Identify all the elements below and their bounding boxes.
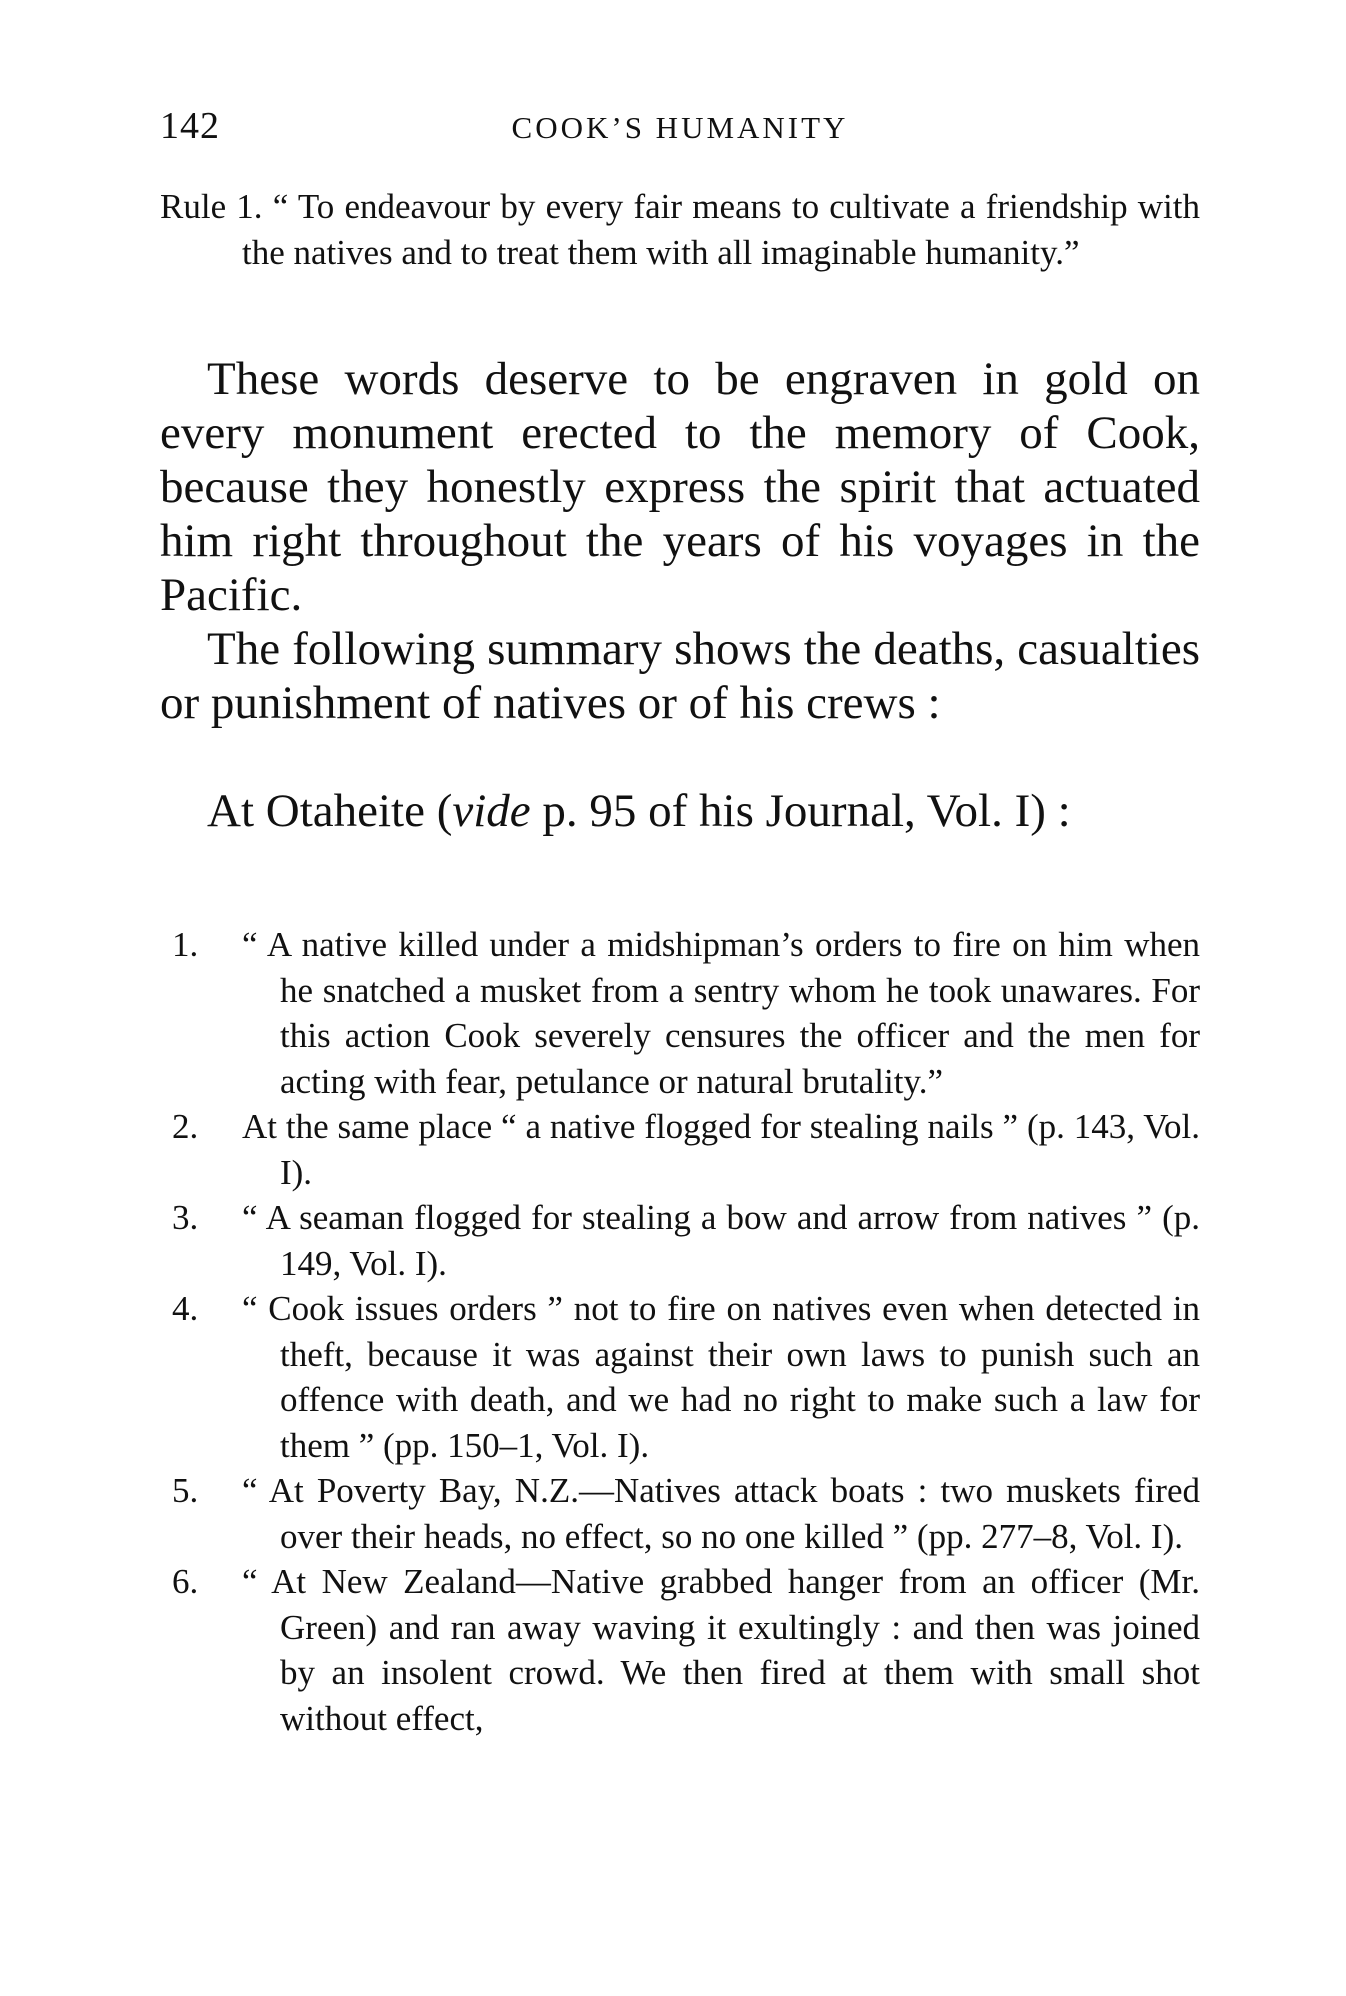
running-head: COOK’S HUMANITY [511, 110, 849, 145]
paragraph-engraven: These words deserve to be engraven in gold on every monument erected to the memory of Cook, because they honestly express the spirit that actuated him right throughout the years of his voyages in the Pacific. [160, 353, 1200, 621]
list-item-text: “ At Poverty Bay, N.Z.—Natives attack boats : two muskets fired over their heads, no effect, so no one killed ” (pp. 277–8, Vol. I). [242, 1471, 1200, 1556]
otaheite-text-end: p. 95 of his Journal, Vol. I) : [530, 785, 1071, 837]
paragraph-otaheite [160, 784, 1200, 838]
list-item [160, 922, 1200, 1104]
list-item [160, 1286, 1200, 1468]
casualty-list [160, 922, 1200, 1741]
list-item-text: “ Cook issues orders ” not to fire on natives even when detected in theft, because it was against their own laws to punish such an offence with death, and we had no right to make such a law for them ” (pp. 150–1, Vol. I). [242, 1289, 1200, 1465]
list-item-text: “ A native killed under a midshipman’s orders to fire on him when he snatched a musket from a sentry whom he took unawares. For this action Cook severely censures the officer and the men for acting with fear, petulance or natural brutality.” [242, 925, 1200, 1101]
list-item-number: 1. [172, 925, 199, 964]
list-item [160, 1104, 1200, 1195]
list-item [160, 1468, 1200, 1559]
list-item-number: 4. [172, 1289, 199, 1328]
list-item-number: 6. [172, 1562, 199, 1601]
list-item-text: “ At New Zealand—Native grabbed hanger from an officer (Mr. Green) and ran away waving it exultingly : and then was joined by an insolent crowd. We then fired at them with small shot without effect, [242, 1562, 1200, 1738]
list-item-text: At the same place “ a native flogged for stealing nails ” (p. 143, Vol. I). [242, 1107, 1200, 1192]
list-item-number: 3. [172, 1198, 199, 1237]
page-header [160, 104, 1200, 154]
vide-italic: vide [452, 785, 531, 837]
list-item-text: “ A seaman flogged for stealing a bow and arrow from natives ” (p. 149, Vol. I). [242, 1198, 1200, 1283]
rule-quote: Rule 1. “ To endeavour by every fair means to cultivate a friendship with the natives and to treat them with all imaginable humanity.” [160, 187, 1200, 272]
page-number: 142 [160, 105, 220, 147]
paragraph-summary-intro: The following summary shows the deaths, casualties or punishment of natives or of his crews : [160, 623, 1200, 729]
list-item-number: 5. [172, 1471, 199, 1510]
otaheite-text-start: At Otaheite ( [207, 785, 453, 837]
list-item [160, 1559, 1200, 1741]
list-item-number: 2. [172, 1107, 199, 1146]
list-item [160, 1195, 1200, 1286]
